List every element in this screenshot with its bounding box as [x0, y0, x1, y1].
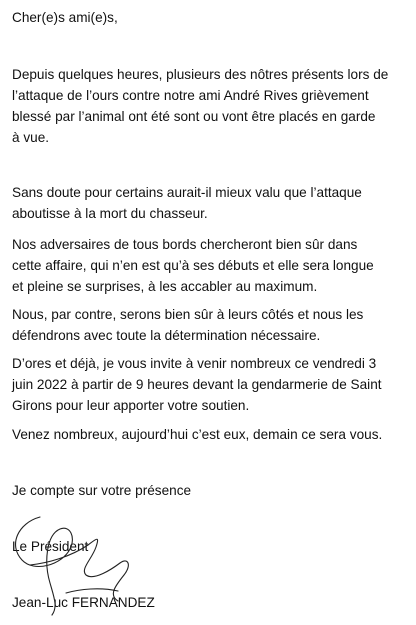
greeting: Cher(e)s ami(e)s, — [12, 10, 118, 25]
signatory-name: Jean-Luc FERNANDEZ — [12, 595, 155, 610]
paragraph-line: cette affaire, qui n’en est qu’à ses débuts et elle sera longue — [12, 258, 374, 273]
paragraph-line: Depuis quelques heures, plusieurs des nôtres présents lors de — [12, 67, 389, 82]
paragraph-doubt — [12, 182, 412, 224]
paragraph-line: juin 2022 à partir de 9 heures devant la gendarmerie de Saint — [12, 377, 382, 392]
paragraph-line: l’attaque de l’ours contre notre ami André Rives grièvement — [12, 88, 369, 103]
paragraph-line: Sans doute pour certains aurait-il mieux valu que l’attaque — [12, 185, 362, 200]
paragraph-line: Nos adversaires de tous bords chercheront bien sûr dans — [12, 237, 358, 252]
paragraph-call — [12, 424, 412, 445]
paragraph-line: D’ores et déjà, je vous invite à venir nombreux ce vendredi 3 — [12, 356, 377, 371]
paragraph-line: blessé par l’animal ont été sont ou vont être placés en garde — [12, 109, 376, 124]
paragraph-adversaries — [12, 234, 412, 297]
paragraph-line: et pleine se surprises, à les accabler au maximum. — [12, 279, 318, 294]
paragraph-line: aboutisse à la mort du chasseur. — [12, 206, 208, 221]
paragraph-line: défendrons avec toute la détermination nécessaire. — [12, 328, 321, 343]
paragraph-custody — [12, 64, 412, 148]
paragraph-line: Venez nombreux, aujourd’hui c’est eux, demain ce sera vous. — [12, 427, 383, 442]
paragraph-invitation — [12, 353, 412, 416]
paragraph-support — [12, 304, 412, 346]
closing-line: Je compte sur votre présence — [12, 483, 192, 498]
paragraph-line: Nous, par contre, serons bien sûr à leurs côtés et nous les — [12, 307, 364, 322]
signatory-title: Le Président — [12, 539, 89, 554]
paragraph-line: Girons pour leur apporter votre soutien. — [12, 398, 250, 413]
paragraph-line: à vue. — [12, 130, 50, 145]
